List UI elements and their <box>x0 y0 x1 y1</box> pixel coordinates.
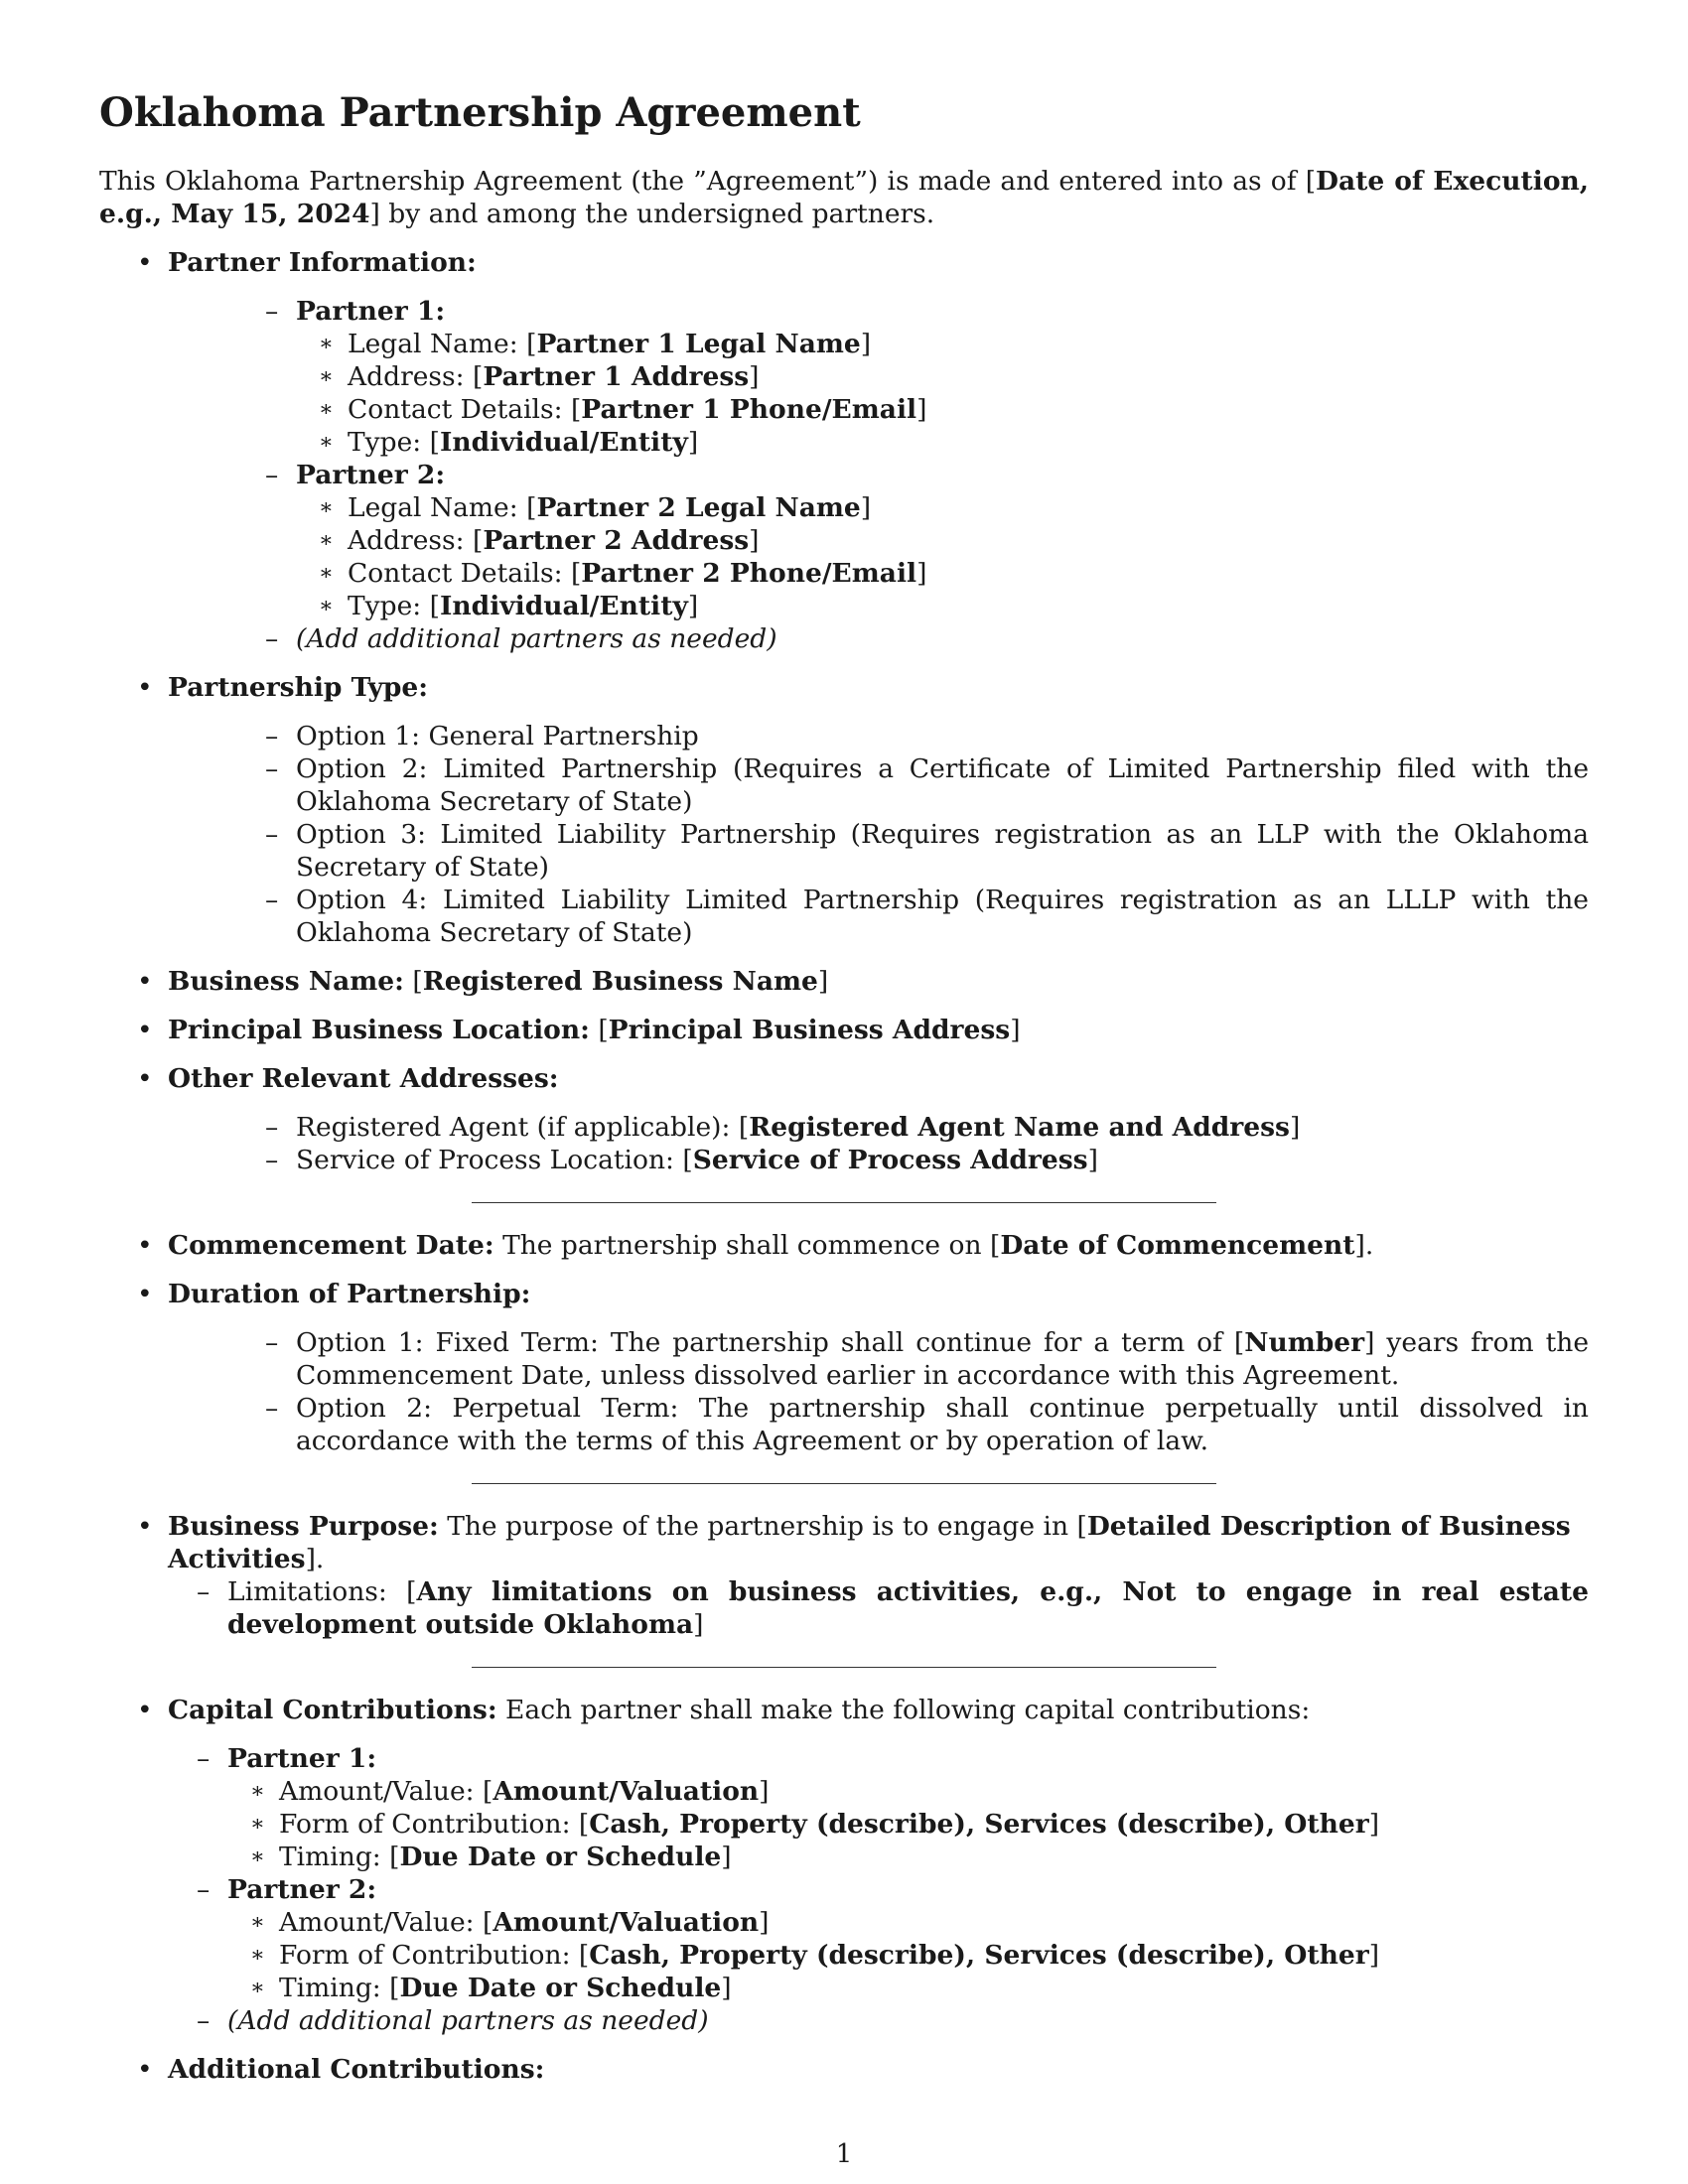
section-heading: Duration of Partnership: <box>168 1279 531 1309</box>
bullet: • <box>137 1015 153 1045</box>
bullet: • <box>137 966 153 997</box>
field-item: ∗ Contact Details: [Partner 2 Phone/Email] <box>319 558 927 589</box>
contribution-list <box>99 1742 1589 2037</box>
option-item: – Option 1: General Partnership <box>265 721 699 751</box>
duration-options <box>168 1326 1589 1457</box>
add-partners-note: – (Add additional partners as needed) <box>265 623 777 654</box>
section-partnership-type <box>99 671 1589 949</box>
bullet: • <box>137 1230 153 1261</box>
field-item: ∗ Legal Name: [Partner 2 Legal Name] <box>319 492 872 523</box>
section-other-addresses <box>99 1062 1589 1176</box>
section-capital-contributions: • Capital Contributions: Each partner shall make the following capital contributions: – Partner 1: ∗ Amount/Value: [Amount/Valuation] ∗ Form of Contribution: [Cash, Property (describe), Services (describe), Other] ∗ Timing: [Due Date or Schedule] – Partner 2: ∗ Amount/Value: [Amount/Valuation] ∗ Form of Contribution: [Cash, Property (describe), Services (describe), Other] ∗ Timing: [Due Date or Schedule] – (Add additional partners as needed) <box>99 1694 1589 2037</box>
limitation-item: – Limitations: [Any limitations on business activities, e.g., Not to engage in real estate development outside Oklahoma] <box>197 1576 1589 1640</box>
partner-list <box>168 295 1589 655</box>
duration-option-fixed: – Option 1: Fixed Term: The partnership shall continue for a term of [Number] years from the Commencement Date, unless dissolved earlier in accordance with this Agreement. <box>265 1327 1589 1391</box>
bullet: • <box>137 1695 153 1725</box>
address-item: – Registered Agent (if applicable): [Registered Agent Name and Address] <box>265 1112 1301 1143</box>
execution-date-placeholder: Date of Execution, e.g., May 15, 2024 <box>99 166 1589 229</box>
document-page <box>99 87 1589 2102</box>
field-item: ∗ Form of Contribution: [Cash, Property (describe), Services (describe), Other] <box>250 1809 1380 1840</box>
page-number: 1 <box>835 2139 853 2169</box>
bullet: • <box>137 1063 153 1094</box>
section-heading: Other Relevant Addresses: <box>168 1063 559 1094</box>
field-item: ∗ Address: [Partner 2 Address] <box>319 525 760 556</box>
option-list <box>168 720 1589 949</box>
section-divider <box>472 1483 1216 1484</box>
bullet: • <box>137 247 153 278</box>
bullet: • <box>137 1511 153 1542</box>
partner-item: – Partner 2: <box>265 460 446 490</box>
section-business-name: • Business Name: [Registered Business Name] <box>137 966 829 997</box>
address-item: – Service of Process Location: [Service of Process Address] <box>265 1145 1098 1175</box>
option-item: – Option 2: Limited Partnership (Requires a Certificate of Limited Partnership filed with the Oklahoma Secretary of State) <box>265 753 1589 817</box>
duration-option-perpetual: – Option 2: Perpetual Term: The partnership shall continue perpetually until dissolved in accordance with the terms of this Agreement or by operation of law. <box>265 1393 1589 1456</box>
section-heading: Partner Information: <box>168 247 477 278</box>
section-divider <box>472 1667 1216 1668</box>
field-item: ∗ Contact Details: [Partner 1 Phone/Email] <box>319 394 927 425</box>
bullet: • <box>137 1279 153 1309</box>
address-list <box>168 1111 1589 1176</box>
option-item: – Option 4: Limited Liability Limited Partnership (Requires registration as an LLLP with the Oklahoma Secretary of State) <box>265 885 1589 948</box>
section-divider <box>472 1202 1216 1203</box>
partner-item: – Partner 1: <box>265 296 446 327</box>
purpose-limitations <box>168 1575 1589 1641</box>
add-partners-note: – (Add additional partners as needed) <box>197 2005 709 2036</box>
bullet: • <box>137 672 153 703</box>
field-item: ∗ Timing: [Due Date or Schedule] <box>250 1973 732 2003</box>
field-item: ∗ Type: [Individual/Entity] <box>319 591 699 621</box>
section-partner-information <box>99 246 1589 655</box>
section-commencement-date: • Commencement Date: The partnership shall commence on [Date of Commencement]. <box>137 1230 1374 1261</box>
section-duration <box>99 1278 1589 1457</box>
section-business-purpose: • Business Purpose: The purpose of the partnership is to engage in [Detailed Description of Business Activities]. – Limitations: [Any limitations on business activities, e.g., Not to engage in real estate development outside Oklahoma] <box>137 1511 1589 1640</box>
section-heading: Partnership Type: <box>168 672 429 703</box>
field-item: ∗ Amount/Value: [Amount/Valuation] <box>250 1776 770 1807</box>
document-title: Oklahoma Partnership Agreement <box>99 89 861 136</box>
field-item: ∗ Timing: [Due Date or Schedule] <box>250 1842 732 1872</box>
option-item: – Option 3: Limited Liability Partnership (Requires registration as an LLP with the Oklahoma Secretary of State) <box>265 819 1589 883</box>
section-principal-location: • Principal Business Location: [Principal Business Address] <box>137 1015 1021 1045</box>
field-item: ∗ Type: [Individual/Entity] <box>319 427 699 458</box>
field-item: ∗ Legal Name: [Partner 1 Legal Name] <box>319 329 872 359</box>
field-item: ∗ Form of Contribution: [Cash, Property (describe), Services (describe), Other] <box>250 1940 1380 1971</box>
field-item: ∗ Amount/Value: [Amount/Valuation] <box>250 1907 770 1938</box>
section-additional-contributions: • Additional Contributions: <box>137 2054 545 2085</box>
bullet: • <box>137 2054 153 2085</box>
partner-item: – Partner 2: <box>197 1874 377 1905</box>
field-item: ∗ Address: [Partner 1 Address] <box>319 361 760 392</box>
intro-paragraph: This Oklahoma Partnership Agreement (the ”Agreement”) is made and entered into as of [Date of Execution, e.g., May 15, 2024] by and among the undersigned partners. <box>99 166 1589 229</box>
partner-item: – Partner 1: <box>197 1743 377 1774</box>
